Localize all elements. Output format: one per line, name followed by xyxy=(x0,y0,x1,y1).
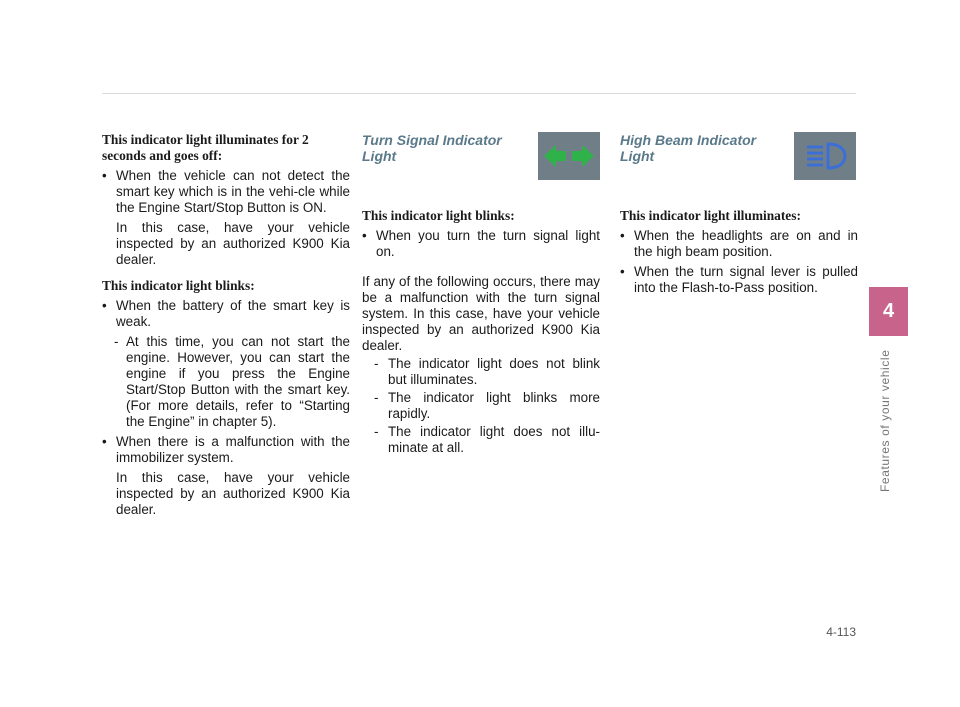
lead-blinks: This indicator light blinks: xyxy=(102,278,255,293)
sub-text: The indicator light does not blink but illuminates. xyxy=(388,356,600,387)
column-high-beam xyxy=(620,132,858,300)
lead-illuminates: This indicator light illuminates for 2 seconds and goes off: xyxy=(102,132,309,163)
note-text: In this case, have your vehicle inspected by an authorized K900 Kia dealer. xyxy=(116,470,350,517)
bullet-mark: • xyxy=(362,228,367,243)
bullet-text: When the vehicle can not detect the smart key which is in the vehi-cle while the Engine Start/Stop Button is ON. xyxy=(116,168,350,215)
body-paragraph: If any of the following occurs, there may be a malfunction with the turn signal system. In this case, have your vehicle inspected by an authorized K900 Kia dealer. xyxy=(362,274,600,353)
bullet-mark: • xyxy=(102,434,107,449)
bullet-mark: • xyxy=(620,264,625,279)
sub-text: At this time, you can not start the engine. However, you can start the engine if you press the Engine Start/Stop Button with the smart key. (For more details, refer to “Starting the Engine” in chapter 5). xyxy=(126,334,350,429)
bullet-text: When you turn the turn signal light on. xyxy=(376,228,600,259)
bullet-text: When there is a malfunction with the immobilizer system. xyxy=(116,434,350,465)
chapter-label: Features of your vehicle xyxy=(878,349,892,492)
bullet-mark: • xyxy=(620,228,625,243)
sub-item xyxy=(362,424,600,456)
dash-mark: - xyxy=(374,424,379,439)
page-number: 4-113 xyxy=(826,625,856,639)
bullet-item xyxy=(102,298,350,330)
sub-item xyxy=(362,390,600,422)
bullet-text: When the battery of the smart key is weak. xyxy=(116,298,350,329)
section-title: Turn Signal Indicator Light xyxy=(362,132,502,164)
turn-signal-arrows-icon xyxy=(538,132,600,180)
bullet-text: When the headlights are on and in the high beam position. xyxy=(634,228,858,259)
bullet-item xyxy=(362,228,600,260)
dash-mark: - xyxy=(114,334,119,349)
lead-blinks: This indicator light blinks: xyxy=(362,208,515,223)
bullet-text: When the turn signal lever is pulled into the Flash-to-Pass position. xyxy=(634,264,858,295)
section-header xyxy=(620,132,858,196)
bullet-item xyxy=(102,168,350,216)
column-smart-key xyxy=(102,132,350,524)
section-title: High Beam Indicator Light xyxy=(620,132,757,164)
note-text: In this case, have your vehicle inspected by an authorized K900 Kia dealer. xyxy=(116,220,350,267)
sub-item xyxy=(102,334,350,430)
header-rule xyxy=(102,93,856,94)
column-turn-signal xyxy=(362,132,600,458)
section-header xyxy=(362,132,600,196)
dash-mark: - xyxy=(374,390,379,405)
sub-text: The indicator light does not illu-minate at all. xyxy=(388,424,600,455)
lead-illuminates: This indicator light illuminates: xyxy=(620,208,801,223)
sub-text: The indicator light blinks more rapidly. xyxy=(388,390,600,421)
bullet-item xyxy=(620,228,858,260)
sub-list xyxy=(362,356,600,456)
bullet-item xyxy=(620,264,858,296)
bullet-item xyxy=(102,434,350,466)
dash-mark: - xyxy=(374,356,379,371)
bullet-mark: • xyxy=(102,168,107,183)
high-beam-icon xyxy=(794,132,856,180)
chapter-tab: 4 xyxy=(869,287,908,336)
bullet-mark: • xyxy=(102,298,107,313)
sub-item xyxy=(362,356,600,388)
